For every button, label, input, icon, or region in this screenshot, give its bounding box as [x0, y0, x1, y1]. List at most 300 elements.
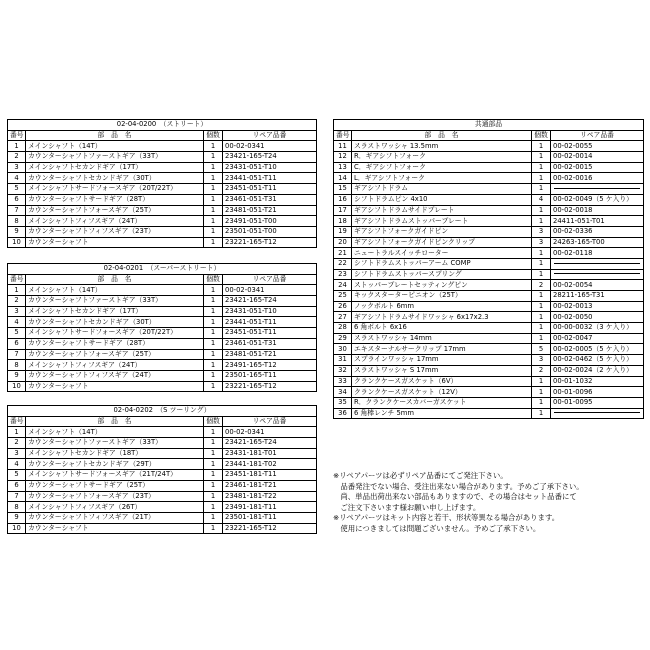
- quantity: 1: [204, 173, 223, 184]
- table-row: [8, 459, 317, 470]
- table-row: [8, 502, 317, 513]
- table-row: [334, 365, 644, 376]
- repair-number: 00-02-0013: [551, 301, 644, 312]
- table-row: [334, 291, 644, 302]
- part-name: L．ギアシフトフォーク: [352, 173, 532, 184]
- row-number: 7: [8, 491, 26, 502]
- table-row: [8, 205, 317, 216]
- repair-number: 23431-181-T01: [223, 448, 317, 459]
- note-line: 使用につきましては問題ございません。予めご了承下さい。: [333, 523, 541, 533]
- parts-table-super-street: [7, 263, 317, 392]
- table-row: [8, 194, 317, 205]
- table-row: [334, 344, 644, 355]
- dash-line: [554, 263, 640, 264]
- repair-number: 00-02-0336: [551, 226, 644, 237]
- part-name: メインシャフト（14T）: [26, 285, 204, 296]
- table-row: [334, 333, 644, 344]
- row-number: 4: [8, 459, 26, 470]
- table-row: [334, 194, 644, 205]
- table-row: [8, 152, 317, 163]
- table-title: 共通部品: [334, 120, 644, 131]
- repair-number: 23501-181-T11: [223, 512, 317, 523]
- row-number: 5: [8, 328, 26, 339]
- table-row: [334, 226, 644, 237]
- table-row: [334, 323, 644, 334]
- header-repair-number: リペア品番: [551, 130, 644, 141]
- part-name: カウンターシャフトファーストギア（33T）: [26, 152, 204, 163]
- row-number: 12: [334, 152, 352, 163]
- header-repair-number: リペア品番: [223, 274, 317, 285]
- header-part-name: 部 品 名: [352, 130, 532, 141]
- quantity: 1: [204, 162, 223, 173]
- repair-number: 00-02-0055: [551, 141, 644, 152]
- notes-block: [333, 471, 645, 534]
- part-name: R．クランクケースカバーガスケット: [352, 397, 532, 408]
- quantity: 1: [532, 205, 551, 216]
- repair-number: 00-01-0095: [551, 397, 644, 408]
- table-title: 02-04-0201 （スーパーストリート）: [8, 264, 317, 275]
- note-line: ※リペアパーツは必ずリペア品番にてご発注下さい。: [333, 471, 508, 480]
- dash-line: [554, 412, 640, 413]
- dash-line: [554, 273, 640, 274]
- row-number: 3: [8, 448, 26, 459]
- repair-number: 23501-051-T00: [223, 226, 317, 237]
- table-header-row: [8, 130, 317, 141]
- repair-number: 23461-181-T21: [223, 480, 317, 491]
- row-number: 13: [334, 162, 352, 173]
- part-name: カウンターシャフトファーストギア（33T）: [26, 296, 204, 307]
- header-repair-number: リペア品番: [223, 130, 317, 141]
- row-number: 7: [8, 349, 26, 360]
- part-name: 6 角棒レンチ 5mm: [352, 408, 532, 419]
- repair-number: 00-00-0032（3 ケ入り）: [551, 323, 644, 334]
- row-number: 6: [8, 338, 26, 349]
- row-number: 26: [334, 301, 352, 312]
- repair-number: 23421-165-T24: [223, 438, 317, 449]
- part-name: C．ギアシフトフォーク: [352, 162, 532, 173]
- row-number: 5: [8, 184, 26, 195]
- quantity: 1: [204, 502, 223, 513]
- header-part-name: 部 品 名: [26, 130, 204, 141]
- repair-number: 24411-051-T01: [551, 216, 644, 227]
- row-number: 8: [8, 502, 26, 513]
- part-name: メインシャフトセカンドギア（18T）: [26, 448, 204, 459]
- quantity: 1: [204, 349, 223, 360]
- row-number: 18: [334, 216, 352, 227]
- repair-number: 23421-165-T24: [223, 296, 317, 307]
- quantity: 1: [204, 285, 223, 296]
- table-row: [8, 427, 317, 438]
- repair-number: 23441-051-T11: [223, 317, 317, 328]
- table-row: [334, 301, 644, 312]
- repair-number-none: [551, 269, 644, 280]
- table-row: [8, 512, 317, 523]
- row-number: 10: [8, 381, 26, 392]
- row-number: 2: [8, 296, 26, 307]
- repair-number: 00-02-0016: [551, 173, 644, 184]
- repair-number: 23481-051-T21: [223, 349, 317, 360]
- part-name: ギアシフトフォークガイドピン: [352, 226, 532, 237]
- part-name: シフトドラムピン 4x10: [352, 194, 532, 205]
- repair-number: 23221-165-T12: [223, 381, 317, 392]
- table-row: [334, 376, 644, 387]
- parts-table-street: [7, 119, 317, 248]
- part-name: メインシャフトサードフォースギア（21T/24T）: [26, 470, 204, 481]
- quantity: 1: [204, 152, 223, 163]
- quantity: 1: [204, 427, 223, 438]
- quantity: 1: [204, 438, 223, 449]
- header-quantity: 個数: [204, 274, 223, 285]
- part-name: カウンターシャフト: [26, 381, 204, 392]
- repair-number: 23481-051-T21: [223, 205, 317, 216]
- quantity: 1: [532, 248, 551, 259]
- table-header-row: [8, 274, 317, 285]
- part-name: スプラインワッシャ 17mm: [352, 355, 532, 366]
- table-row: [334, 248, 644, 259]
- table-row: [8, 306, 317, 317]
- repair-number: 00-02-0341: [223, 285, 317, 296]
- row-number: 9: [8, 512, 26, 523]
- row-number: 30: [334, 344, 352, 355]
- repair-number: 23451-181-T11: [223, 470, 317, 481]
- row-number: 10: [8, 237, 26, 248]
- repair-number: 00-01-0096: [551, 387, 644, 398]
- part-name: カウンターシャフトセカンドギア（30T）: [26, 173, 204, 184]
- part-name: ギアシフトドラムサイドプレート: [352, 205, 532, 216]
- part-name: カウンターシャフトフィフスギア（21T）: [26, 512, 204, 523]
- header-number: 番号: [8, 274, 26, 285]
- quantity: 1: [204, 328, 223, 339]
- quantity: 1: [532, 291, 551, 302]
- row-number: 4: [8, 317, 26, 328]
- row-number: 2: [8, 438, 26, 449]
- quantity: 1: [204, 141, 223, 152]
- table-row: [334, 205, 644, 216]
- part-name: メインシャフト（14T）: [26, 427, 204, 438]
- part-name: ギアシフトドラムストッパープレート: [352, 216, 532, 227]
- quantity: 1: [204, 296, 223, 307]
- repair-number: 00-02-0015: [551, 162, 644, 173]
- quantity: 1: [532, 162, 551, 173]
- repair-number: 00-02-0024（2 ケ入り）: [551, 365, 644, 376]
- table-row: [334, 184, 644, 195]
- table-title: 02-04-0200 （ストリート）: [8, 120, 317, 131]
- repair-number-none: [551, 184, 644, 195]
- row-number: 11: [334, 141, 352, 152]
- quantity: 1: [532, 258, 551, 269]
- parts-table-s-touring: [7, 405, 317, 534]
- quantity: 1: [532, 173, 551, 184]
- quantity: 1: [532, 141, 551, 152]
- part-name: シフトドラムストッパーアーム COMP: [352, 258, 532, 269]
- part-name: ノックボルト 6mm: [352, 301, 532, 312]
- repair-number: 24263-165-T00: [551, 237, 644, 248]
- repair-number: 00-02-0118: [551, 248, 644, 259]
- part-name: カウンターシャフトサードギア（28T）: [26, 194, 204, 205]
- part-name: カウンターシャフトフィフスギア（23T）: [26, 226, 204, 237]
- quantity: 1: [532, 333, 551, 344]
- part-name: ギアシフトドラムサイドワッシャ 6x17x2.3: [352, 312, 532, 323]
- note-line: 品番発注でない場合、受注出来ない場合があります。予めご了承下さい。: [333, 481, 584, 491]
- quantity: 1: [204, 360, 223, 371]
- row-number: 29: [334, 333, 352, 344]
- table-row: [8, 173, 317, 184]
- repair-number: 23431-051-T10: [223, 306, 317, 317]
- part-name: スラストワッシャ 13.5mm: [352, 141, 532, 152]
- repair-number: 23501-165-T11: [223, 370, 317, 381]
- quantity: 1: [532, 216, 551, 227]
- row-number: 27: [334, 312, 352, 323]
- header-quantity: 個数: [204, 416, 223, 427]
- part-name: キックスターターピニオン（25T）: [352, 291, 532, 302]
- repair-number: 00-02-0049（5 ケ入り）: [551, 194, 644, 205]
- row-number: 9: [8, 226, 26, 237]
- row-number: 28: [334, 323, 352, 334]
- repair-number: 28211-165-T31: [551, 291, 644, 302]
- part-name: カウンターシャフトフォースギア（25T）: [26, 205, 204, 216]
- row-number: 1: [8, 141, 26, 152]
- quantity: 3: [532, 237, 551, 248]
- table-row: [8, 328, 317, 339]
- table-row: [334, 397, 644, 408]
- row-number: 20: [334, 237, 352, 248]
- part-name: クランクケースガスケット（12V）: [352, 387, 532, 398]
- table-row: [8, 162, 317, 173]
- part-name: カウンターシャフトセカンドギア（29T）: [26, 459, 204, 470]
- row-number: 8: [8, 360, 26, 371]
- quantity: 1: [532, 312, 551, 323]
- row-number: 15: [334, 184, 352, 195]
- table-row: [334, 355, 644, 366]
- table-row: [8, 523, 317, 534]
- table-row: [8, 438, 317, 449]
- quantity: 1: [532, 387, 551, 398]
- part-name: カウンターシャフトファーストギア（33T）: [26, 438, 204, 449]
- quantity: 1: [532, 376, 551, 387]
- table-header-row: [334, 130, 644, 141]
- header-number: 番号: [8, 130, 26, 141]
- part-name: メインシャフトセカンドギア（17T）: [26, 306, 204, 317]
- quantity: 1: [204, 216, 223, 227]
- row-number: 19: [334, 226, 352, 237]
- quantity: 1: [204, 523, 223, 534]
- repair-number: 23451-051-T11: [223, 328, 317, 339]
- quantity: 1: [204, 237, 223, 248]
- table-row: [334, 269, 644, 280]
- quantity: 5: [532, 344, 551, 355]
- part-name: カウンターシャフトサードギア（25T）: [26, 480, 204, 491]
- table-row: [8, 237, 317, 248]
- table-row: [8, 285, 317, 296]
- header-quantity: 個数: [532, 130, 551, 141]
- quantity: 1: [204, 338, 223, 349]
- quantity: 1: [532, 152, 551, 163]
- row-number: 9: [8, 370, 26, 381]
- repair-number: 00-02-0341: [223, 141, 317, 152]
- part-name: カウンターシャフトフォースギア（23T）: [26, 491, 204, 502]
- part-name: R．ギアシフトフォーク: [352, 152, 532, 163]
- table-row: [334, 173, 644, 184]
- quantity: 1: [532, 397, 551, 408]
- row-number: 17: [334, 205, 352, 216]
- row-number: 35: [334, 397, 352, 408]
- repair-number: 23491-165-T12: [223, 360, 317, 371]
- row-number: 8: [8, 216, 26, 227]
- row-number: 1: [8, 285, 26, 296]
- row-number: 31: [334, 355, 352, 366]
- row-number: 16: [334, 194, 352, 205]
- quantity: 1: [204, 317, 223, 328]
- row-number: 4: [8, 173, 26, 184]
- part-name: スラストワッシャ S 17mm: [352, 365, 532, 376]
- row-number: 14: [334, 173, 352, 184]
- quantity: 1: [204, 459, 223, 470]
- row-number: 7: [8, 205, 26, 216]
- note-line: ※リペアパーツはキット内容と若干、形状等異なる場合があります。: [333, 513, 560, 522]
- table-row: [8, 184, 317, 195]
- table-row: [8, 480, 317, 491]
- note-line: ご注文下さいます様お願い申し上げます。: [333, 502, 481, 512]
- part-name: シフトドラムストッパースプリング: [352, 269, 532, 280]
- table-row: [334, 312, 644, 323]
- header-quantity: 個数: [204, 130, 223, 141]
- row-number: 21: [334, 248, 352, 259]
- table-row: [334, 152, 644, 163]
- row-number: 36: [334, 408, 352, 419]
- quantity: 2: [532, 280, 551, 291]
- row-number: 24: [334, 280, 352, 291]
- table-row: [334, 258, 644, 269]
- repair-number: 23461-051-T31: [223, 338, 317, 349]
- repair-number: 23431-051-T10: [223, 162, 317, 173]
- row-number: 3: [8, 162, 26, 173]
- row-number: 34: [334, 387, 352, 398]
- quantity: 1: [532, 408, 551, 419]
- quantity: 1: [204, 226, 223, 237]
- repair-number: 00-02-0054: [551, 280, 644, 291]
- table-row: [334, 237, 644, 248]
- table-row: [334, 408, 644, 419]
- table-row: [334, 162, 644, 173]
- repair-number: 00-02-0018: [551, 205, 644, 216]
- row-number: 25: [334, 291, 352, 302]
- table-row: [8, 491, 317, 502]
- table-row: [334, 141, 644, 152]
- quantity: 1: [204, 512, 223, 523]
- part-name: カウンターシャフト: [26, 237, 204, 248]
- quantity: 1: [204, 370, 223, 381]
- quantity: 1: [204, 491, 223, 502]
- repair-number: 00-02-0050: [551, 312, 644, 323]
- part-name: メインシャフトフィフスギア（24T）: [26, 360, 204, 371]
- repair-number: 23491-181-T11: [223, 502, 317, 513]
- quantity: 1: [532, 323, 551, 334]
- table-row: [8, 360, 317, 371]
- row-number: 22: [334, 258, 352, 269]
- repair-number: 00-02-0005（5 ケ入り）: [551, 344, 644, 355]
- repair-number: 23421-165-T24: [223, 152, 317, 163]
- header-number: 番号: [8, 416, 26, 427]
- table-row: [8, 381, 317, 392]
- part-name: ギアシフトドラム: [352, 184, 532, 195]
- table-row: [8, 370, 317, 381]
- repair-number: 23451-051-T11: [223, 184, 317, 195]
- quantity: 1: [204, 306, 223, 317]
- quantity: 3: [532, 226, 551, 237]
- row-number: 32: [334, 365, 352, 376]
- quantity: 3: [532, 355, 551, 366]
- repair-number: 23221-165-T12: [223, 237, 317, 248]
- part-name: エキスターナルサークリップ 17mm: [352, 344, 532, 355]
- part-name: ニュートラルスイッチローター: [352, 248, 532, 259]
- quantity: 1: [204, 184, 223, 195]
- quantity: 1: [204, 381, 223, 392]
- part-name: カウンターシャフトフィフスギア（24T）: [26, 370, 204, 381]
- dash-line: [554, 188, 640, 189]
- row-number: 5: [8, 470, 26, 481]
- row-number: 6: [8, 480, 26, 491]
- quantity: 1: [204, 470, 223, 481]
- repair-number: 00-01-1032: [551, 376, 644, 387]
- part-name: スラストワッシャ 14mm: [352, 333, 532, 344]
- part-name: メインシャフトフィフスギア（24T）: [26, 216, 204, 227]
- row-number: 1: [8, 427, 26, 438]
- row-number: 3: [8, 306, 26, 317]
- table-row: [8, 470, 317, 481]
- header-part-name: 部 品 名: [26, 274, 204, 285]
- repair-number: 23491-051-T00: [223, 216, 317, 227]
- table-row: [334, 216, 644, 227]
- part-name: メインシャフトサードフォースギア（20T/22T）: [26, 328, 204, 339]
- part-name: カウンターシャフトサードギア（28T）: [26, 338, 204, 349]
- table-row: [8, 141, 317, 152]
- table-row: [334, 387, 644, 398]
- repair-number: 23461-051-T31: [223, 194, 317, 205]
- part-name: カウンターシャフト: [26, 523, 204, 534]
- quantity: 2: [532, 365, 551, 376]
- repair-number: 23441-051-T11: [223, 173, 317, 184]
- part-name: メインシャフトサードフォースギア（20T/22T）: [26, 184, 204, 195]
- table-row: [8, 338, 317, 349]
- quantity: 1: [532, 301, 551, 312]
- table-row: [8, 448, 317, 459]
- header-part-name: 部 品 名: [26, 416, 204, 427]
- table-row: [8, 317, 317, 328]
- table-row: [8, 216, 317, 227]
- row-number: 10: [8, 523, 26, 534]
- row-number: 23: [334, 269, 352, 280]
- quantity: 1: [204, 194, 223, 205]
- repair-number: 23481-181-T22: [223, 491, 317, 502]
- table-row: [8, 349, 317, 360]
- row-number: 33: [334, 376, 352, 387]
- row-number: 2: [8, 152, 26, 163]
- table-title: 02-04-0202 （S ツーリング）: [8, 406, 317, 417]
- part-name: メインシャフトフィフスギア（26T）: [26, 502, 204, 513]
- quantity: 1: [532, 184, 551, 195]
- part-name: メインシャフトセカンドギア（17T）: [26, 162, 204, 173]
- quantity: 1: [204, 448, 223, 459]
- header-repair-number: リペア品番: [223, 416, 317, 427]
- repair-number: 23441-181-T02: [223, 459, 317, 470]
- repair-number: 00-02-0047: [551, 333, 644, 344]
- repair-number: 00-02-0014: [551, 152, 644, 163]
- part-name: ストッパープレートセッティングピン: [352, 280, 532, 291]
- part-name: カウンターシャフトセカンドギア（30T）: [26, 317, 204, 328]
- part-name: クランクケースガスケット（6V）: [352, 376, 532, 387]
- table-header-row: [8, 416, 317, 427]
- repair-number: 23221-165-T12: [223, 523, 317, 534]
